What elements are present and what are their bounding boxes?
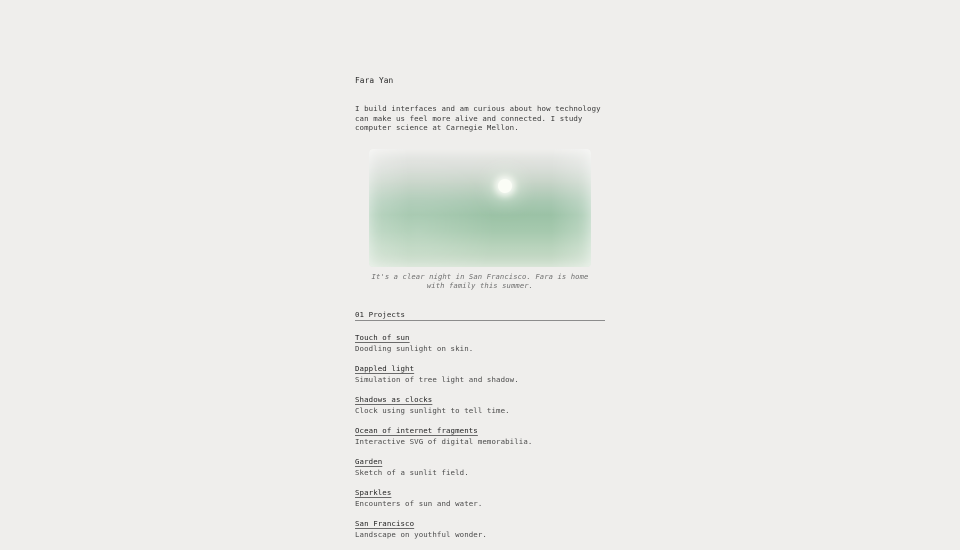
project-link[interactable]: Sparkles [355,488,392,497]
moon-glow-icon [498,179,512,193]
list-item [355,333,605,364]
project-link[interactable]: Garden [355,457,383,466]
list-item [355,519,605,550]
project-description: Clock using sunlight to tell time. [355,405,510,415]
image-haze [369,149,591,267]
project-description: Simulation of tree light and shadow. [355,374,519,384]
hero-caption: It's a clear night in San Francisco. Fara is home with family this summer. [371,272,589,291]
list-item [355,457,605,488]
project-description: Doodling sunlight on skin. [355,343,474,353]
project-description: Encounters of sun and water. [355,498,483,508]
project-description: Interactive SVG of digital memorabilia. [355,436,533,446]
projects-heading: 01 Projects [355,310,605,321]
project-link[interactable]: San Francisco [355,519,415,528]
hero-image [369,149,591,267]
project-link[interactable]: Dappled light [355,364,415,373]
list-item [355,395,605,426]
projects-section [355,310,605,550]
site-owner-name: Fara Yan [355,76,394,85]
bio-text: I build interfaces and am curious about how technology can make us feel more alive and connected. I study computer science at Carnegie Mellon. [355,104,601,133]
list-item [355,426,605,457]
project-link[interactable]: Touch of sun [355,333,410,342]
content-column [355,76,605,539]
project-description: Landscape on youthful wonder. [355,529,487,539]
project-link[interactable]: Shadows as clocks [355,395,433,404]
list-item [355,488,605,519]
project-link[interactable]: Ocean of internet fragments [355,426,478,435]
list-item [355,364,605,395]
project-description: Sketch of a sunlit field. [355,467,469,477]
project-list [355,333,605,550]
